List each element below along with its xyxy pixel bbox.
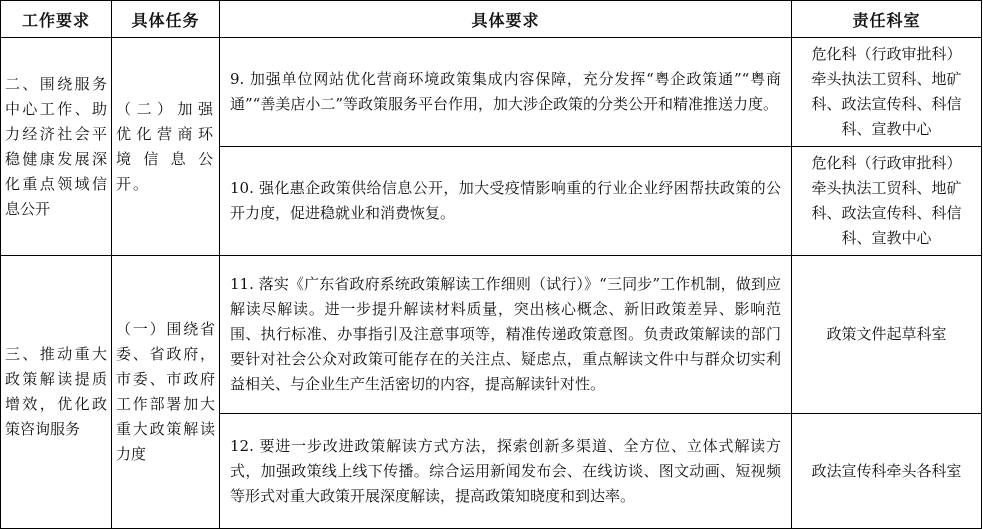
header-work-requirement: 工作要求 (1, 1, 112, 38)
department-cell (792, 414, 982, 529)
department-cell (792, 38, 982, 147)
header-row (1, 1, 982, 38)
department-line: 政法宣传科牵头各科室 (811, 461, 962, 480)
header-responsible-department: 责任科室 (792, 1, 982, 38)
requirement-detail-cell: 11. 落实《广东省政府系统政策解读工作细则（试行）》“三同步”工作机制，做到应解读尽解读。进一步提升解读材料质量，突出核心概念、新旧政策差异、影响范围、执行标准、办事指引及注意事项等，精准传递政策意图。负责政策解读的部门要针对社会公众对政策可能存在的关注点、疑虑点，重点解读文件中与群众切实利益相关、与企业生产生活密切的内容，提高解读针对性。 (220, 256, 792, 414)
department-cell (792, 256, 982, 414)
header-specific-task: 具体任务 (112, 1, 220, 38)
department-cell (792, 147, 982, 256)
specific-task-cell: （二）加强优化营商环境信息公开。 (112, 38, 220, 256)
requirement-detail-cell: 12. 要进一步改进政策解读方式方法，探索创新多渠道、全方位、立体式解读方式，加强政策线上线下传播。综合运用新闻发布会、在线访谈、图文动画、短视频等形式对重大政策开展深度解读，提高政策知晓度和到达率。 (220, 414, 792, 529)
department-line: 牵头执法工贸科、地矿 (811, 179, 962, 197)
department-line: 科、政法宣传科、科信 (811, 95, 962, 113)
department-line: 危化科（行政审批科） (811, 45, 962, 63)
department-line: 牵头执法工贸科、地矿 (811, 70, 962, 88)
header-specific-requirement: 具体要求 (220, 1, 792, 38)
requirement-detail-cell: 9. 加强单位网站优化营商环境政策集成内容保障，充分发挥“粤企政策通”“粤商通”“善美店小二”等政策服务平台作用，加大涉企政策的分类公开和精准推送力度。 (220, 38, 792, 147)
department-line: 科、宣教中心 (841, 120, 932, 138)
requirement-detail-cell: 10. 强化惠企政策供给信息公开，加大受疫情影响重的行业企业纾困帮扶政策的公开力度，促进稳就业和消费恢复。 (220, 147, 792, 256)
table-row (1, 38, 982, 147)
department-line: 危化科（行政审批科） (811, 154, 962, 172)
specific-task-cell: （一）围绕省委、省政府，市委、市政府工作部署加大重大政策解读力度 (112, 256, 220, 529)
work-requirement-cell: 三、推动重大政策解读提质增效，优化政策咨询服务 (1, 256, 112, 529)
work-requirement-cell: 二、围绕服务中心工作、助力经济社会平稳健康发展深化重点领域信息公开 (1, 38, 112, 256)
department-line: 科、政法宣传科、科信 (811, 204, 962, 222)
department-line: 政策文件起草科室 (826, 325, 947, 343)
table-row (1, 256, 982, 414)
department-line: 科、宣教中心 (841, 229, 932, 247)
